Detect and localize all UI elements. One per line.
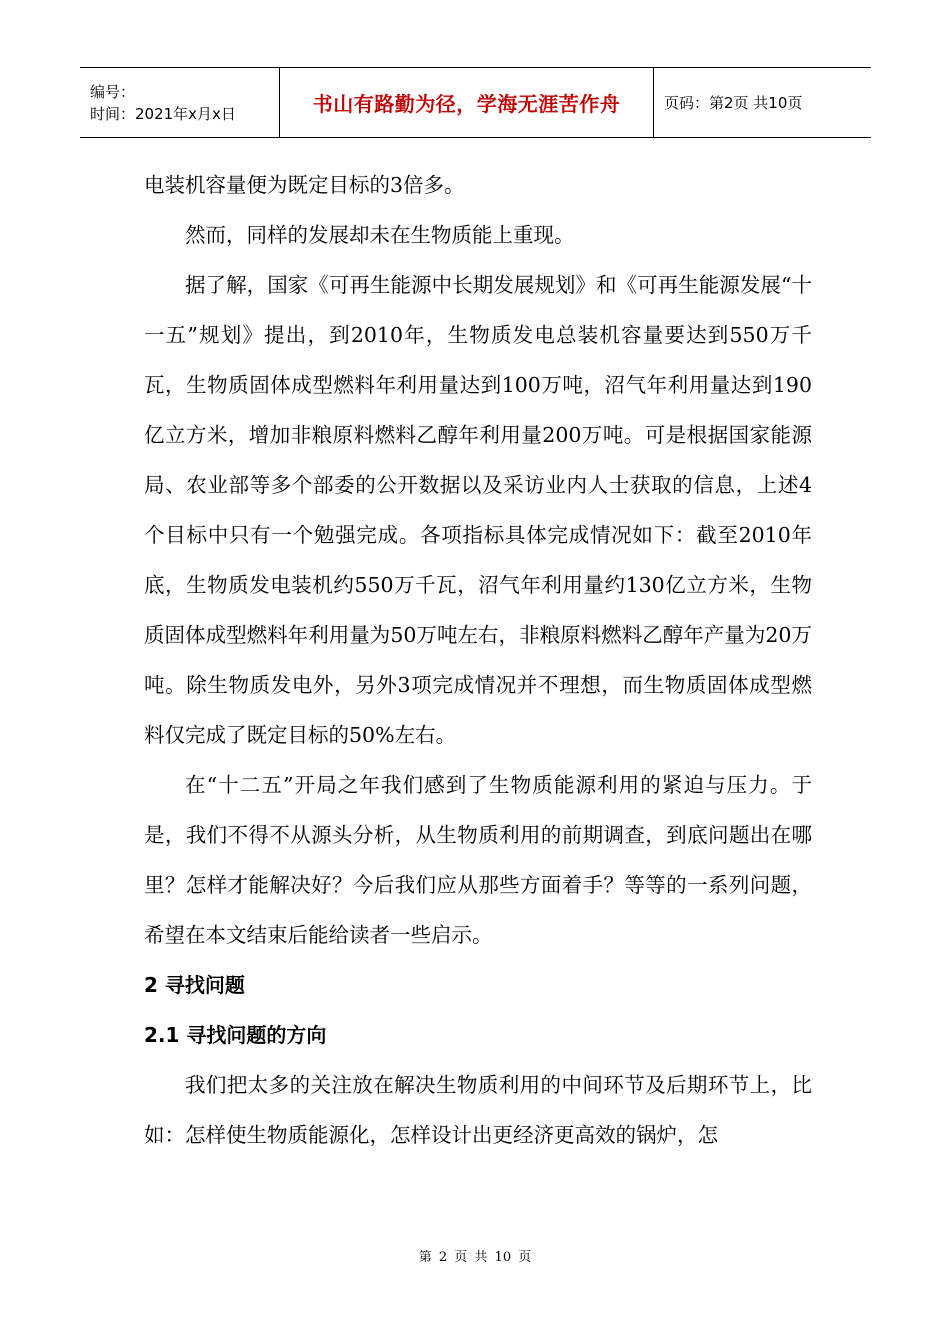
paragraph: 我们把太多的关注放在解决生物质利用的中间环节及后期环节上，比如：怎样使生物质能源化，怎样设计出更经济更高效的锅炉，怎 [144,1073,812,1147]
page-footer: 第 2 页 共 10 页 [418,1250,532,1265]
header-meta [80,68,280,137]
header-motto-cell [280,68,654,137]
serial-number-label: 编号： [90,82,136,101]
paragraph-continuation: 电装机容量便为既定目标的3倍多。 [144,173,465,197]
document-body [144,160,812,1160]
paragraph: 在“十二五”开局之年我们感到了生物质能源利用的紧迫与压力。于是，我们不得不从源头分析，从生物质利用的前期调查，到底问题出在哪里？怎样才能解决好？今后我们应从那些方面着手？等等的一系列问题，希望在本文结束后能给读者一些启示。 [144,773,812,947]
header-page-info-cell [654,68,871,137]
paragraph: 据了解，国家《可再生能源中长期发展规划》和《可再生能源发展“十一五”规划》提出，到2010年，生物质发电总装机容量要达到550万千瓦，生物质固体成型燃料年利用量达到100万吨，沼气年利用量达到190亿立方米，增加非粮原料燃料乙醇年利用量200万吨。可是根据国家能源局、农业部等多个部委的公开数据以及采访业内人士获取的信息，上述4个目标中只有一个勉强完成。各项指标具体完成情况如下：截至2010年底，生物质发电装机约550万千瓦，沼气年利用量约130亿立方米，生物质固体成型燃料年利用量为50万吨左右，非粮原料燃料乙醇年产量为20万吨。除生物质发电外，另外3项完成情况并不理想，而生物质固体成型燃料仅完成了既定目标的50%左右。 [144,273,812,747]
header-page-info: 页码：第2页 共10页 [664,94,803,112]
date-label: 时间：2021年x月x日 [90,104,236,123]
subsection-heading: 2.1 寻找问题的方向 [144,1023,327,1047]
document-header [80,67,871,138]
section-heading: 2 寻找问题 [144,973,245,997]
paragraph: 然而，同样的发展却未在生物质能上重现。 [185,223,575,247]
header-motto: 书山有路勤为径，学海无涯苦作舟 [312,92,621,116]
